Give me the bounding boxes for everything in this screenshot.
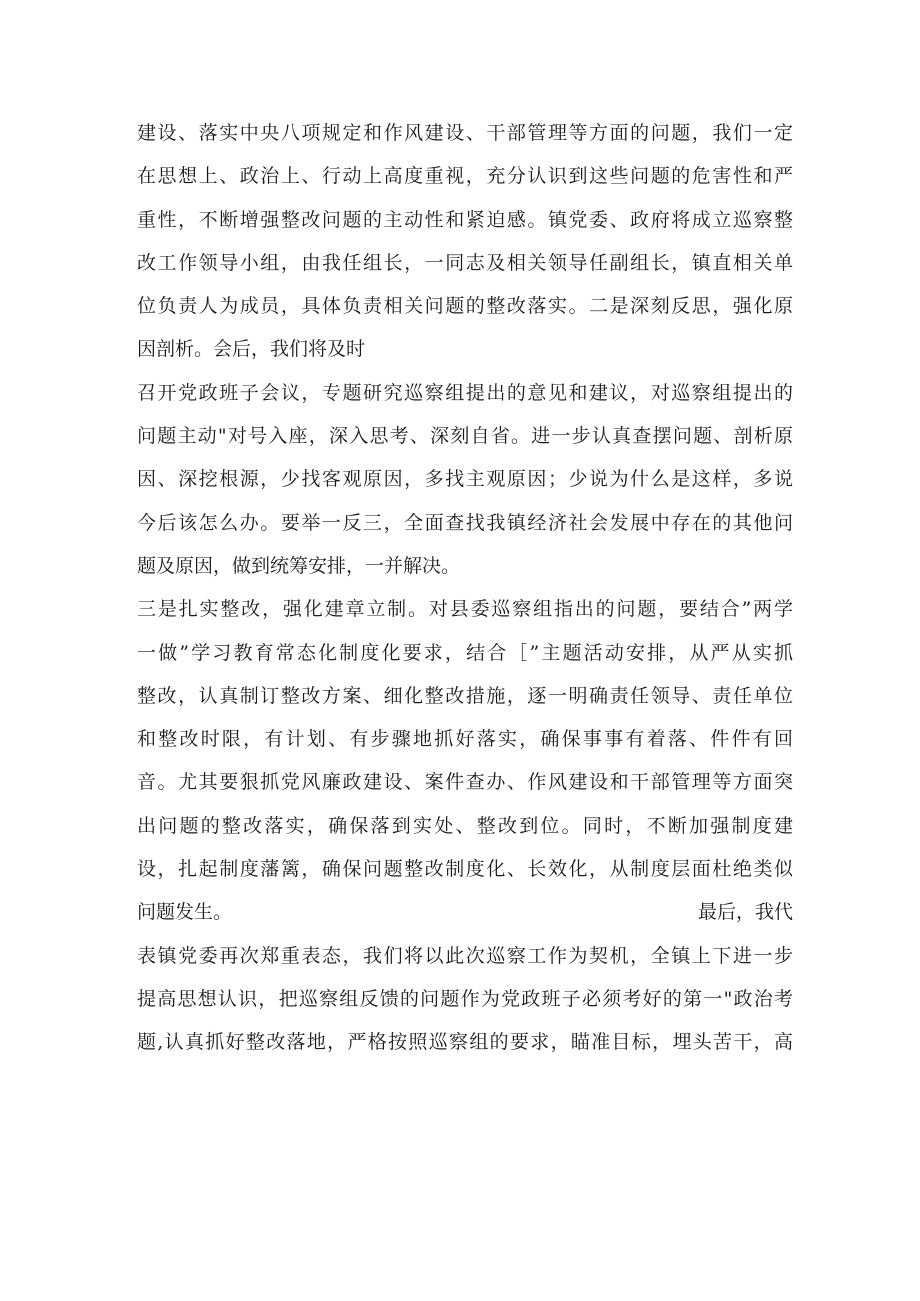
text-line-12: 三是扎实整改，强化建章立制。对县委巡察组指出的问题，要结合”两学 [137, 598, 793, 621]
text-line-3: 重性，不断增强整改问题的主动性和紧迫感。镇党委、政府将成立巡察整 [137, 208, 793, 231]
text-line-22: 题,认真抓好整改落地，严格按照巡察组的要求，瞄准目标，埋头苦干，高 [137, 1031, 793, 1054]
text-line-6: 因剖析。会后，我们将及时 [137, 338, 366, 361]
text-line-1: 建设、落实中央八项规定和作风建设、干部管理等方面的问题，我们一定 [137, 122, 793, 144]
text-line-16: 音。尤其要狠抓党风廉政建设、案件查办、作风建设和干部管理等方面突 [137, 771, 793, 794]
text-line-11: 题及原因，做到统筹安排，一并解决。 [137, 554, 461, 577]
text-line-19-left: 问题发生。 [137, 901, 233, 924]
text-line-8: 问题主动"对号入座，深入思考、深刻自省。进一步认真查摆问题、剖析原 [137, 425, 793, 448]
text-line-14: 整改，认真制订整改方案、细化整改措施，逐一明确责任领导、责任单位 [137, 684, 793, 707]
text-line-4: 改工作领导小组，由我任组长，一同志及相关领导任副组长，镇直相关单 [137, 251, 793, 274]
text-line-15: 和整改时限，有计划、有步骤地抓好落实，确保事事有着落、件件有回 [137, 728, 793, 751]
text-line-21: 提高思想认识，把巡察组反馈的问题作为党政班子必须考好的第一"政治考 [137, 987, 793, 1010]
text-line-17: 出问题的整改落实，确保落到实处、整改到位。同时，不断加强制度建 [137, 814, 793, 837]
text-line-10: 今后该怎么办。要举一反三，全面查找我镇经济社会发展中存在的其他问 [137, 511, 793, 534]
text-line-19 [137, 891, 793, 934]
text-line-20: 表镇党委再次郑重表态，我们将以此次巡察工作为契机，全镇上下进一步 [137, 944, 793, 967]
text-line-2: 在思想上、政治上、行动上高度重视，充分认识到这些问题的危害性和严 [137, 165, 793, 188]
text-line-18: 设，扎起制度藩篱，确保问题整改制度化、长效化，从制度层面杜绝类似 [137, 858, 793, 881]
text-line-13: 一做”学习教育常态化制度化要求，结合［”主题活动安排，从严从实抓 [137, 641, 793, 664]
text-line-9: 因、深挖根源，少找客观原因，多找主观原因；少说为什么是这样，多说 [137, 468, 793, 491]
text-line-19-right: 最后，我代 [697, 901, 793, 924]
text-line-7: 召开党政班子会议，专题研究巡察组提出的意见和建议，对巡察组提出的 [137, 381, 793, 404]
text-line-5: 位负责人为成员，具体负责相关问题的整改落实。二是深刻反思，强化原 [137, 295, 793, 318]
document-body [137, 112, 793, 1065]
